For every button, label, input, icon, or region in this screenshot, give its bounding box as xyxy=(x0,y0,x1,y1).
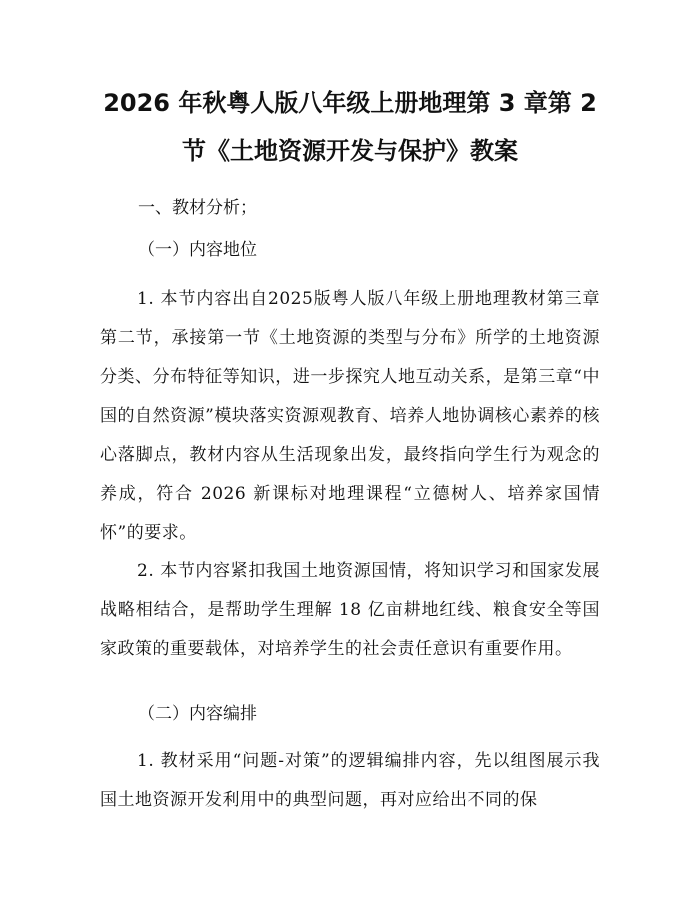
subsection-heading-content-arrangement: （二）内容编排 xyxy=(138,704,257,724)
paragraph-content-position-1: 1. 本节内容出自2025版粤人版八年级上册地理教材第三章第二节，承接第一节《土地资源的类型与分布》所学的土地资源分类、分布特征等知识，进一步探究人地互动关系，是第三章“中国的自然资源”模块落实资源观教育、培养人地协调核心素养的核心落脚点，教材内容从生活现象出发，最终指向学生行为观念的养成，符合 2026 新课标对地理课程“立德树人、培养家国情怀”的要求。 xyxy=(100,289,600,543)
document-title-line-1: 2026 年秋粤人版八年级上册地理第 3 章第 2 xyxy=(103,89,597,117)
section-heading-textbook-analysis: 一、教材分析； xyxy=(138,198,257,218)
paragraph-content-arrangement-1: 1. 教材采用“问题-对策”的逻辑编排内容，先以组图展示我国土地资源开发利用中的典型问题，再对应给出不同的保 xyxy=(100,751,600,810)
subsection-heading-content-position: （一）内容地位 xyxy=(138,240,257,260)
document-title-line-2: 节《土地资源开发与保护》教案 xyxy=(182,137,518,165)
paragraph-content-position-2: 2. 本节内容紧扣我国土地资源国情，将知识学习和国家发展战略相结合，是帮助学生理解 18 亿亩耕地红线、粮食安全等国家政策的重要载体，对培养学生的社会责任意识有重要作用。 xyxy=(100,561,600,659)
